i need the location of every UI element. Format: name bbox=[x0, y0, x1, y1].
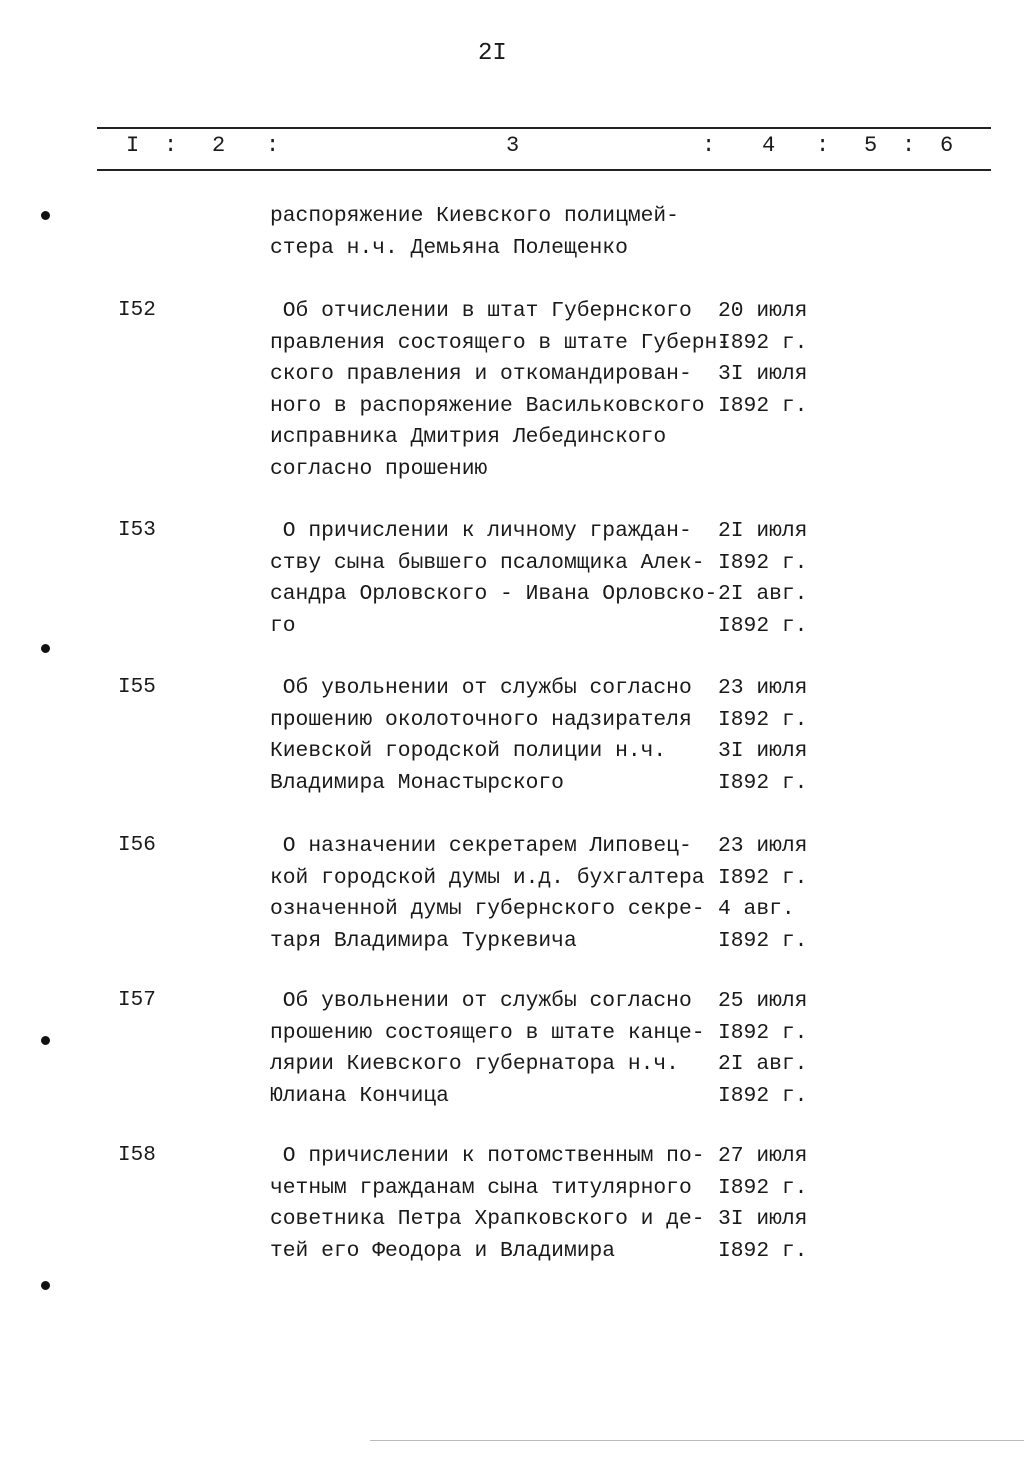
entry-date: 27 июля bbox=[718, 1144, 808, 1168]
entry-number: I58 bbox=[118, 1144, 156, 1167]
entry-text-line: кой городской думы и.д. бухгалтера bbox=[270, 865, 705, 890]
entry-date: I892 г. bbox=[718, 550, 808, 575]
entry-text-line: О причислении к личному граждан- bbox=[270, 519, 692, 543]
entry-date: I892 г. bbox=[718, 613, 808, 638]
header-column-4: 4 bbox=[762, 133, 776, 158]
entry-date: 3I июля bbox=[718, 362, 808, 386]
entry-text-line: согласно прошению bbox=[270, 456, 488, 481]
entry-text-line: прошению состоящего в штате канце- bbox=[270, 1020, 705, 1045]
entry-date: I892 г. bbox=[718, 1175, 808, 1200]
header-column-2: 2 bbox=[212, 133, 226, 158]
entry-date: I892 г. bbox=[718, 770, 808, 795]
entry-date: I892 г. bbox=[718, 393, 808, 418]
entry-date: I892 г. bbox=[718, 1020, 808, 1045]
entry-text-line: советника Петра Храпковского и де- bbox=[270, 1207, 705, 1231]
entry-date: 3I июля bbox=[718, 1207, 808, 1231]
header-separator: : bbox=[816, 133, 830, 158]
punch-hole-icon bbox=[41, 644, 50, 653]
entry-text-line: четным гражданам сына титулярного bbox=[270, 1175, 692, 1200]
header-separator: : bbox=[164, 133, 178, 158]
punch-hole-icon bbox=[41, 211, 50, 220]
entry-text-line: сандра Орловского - Ивана Орловско- bbox=[270, 582, 718, 606]
header-bottom-rule bbox=[97, 169, 991, 171]
header-column-5: 5 bbox=[864, 133, 878, 158]
entry-text-line: Владимира Монастырского bbox=[270, 770, 564, 795]
entry-text-line: таря Владимира Туркевича bbox=[270, 928, 577, 953]
entry-date: I892 г. bbox=[718, 330, 808, 355]
entry-text-line: Юлиана Кончица bbox=[270, 1083, 449, 1108]
entry-date: 2I июля bbox=[718, 519, 808, 543]
entry-text-line: исправника Дмитрия Лебединского bbox=[270, 425, 667, 449]
entry-text-line: лярии Киевского губернатора н.ч. bbox=[270, 1052, 679, 1076]
entry-text-line: го bbox=[270, 613, 296, 638]
entry-date: I892 г. bbox=[718, 1083, 808, 1108]
entry-text-line: распоряжение Киевского полицмей- bbox=[270, 204, 679, 228]
entry-text-line: ного в распоряжение Васильковского bbox=[270, 393, 705, 418]
entry-number: I56 bbox=[118, 834, 156, 857]
entry-date: 25 июля bbox=[718, 989, 808, 1013]
entry-date: 4 авг. bbox=[718, 897, 795, 921]
header-separator: : bbox=[902, 133, 916, 158]
entry-date: 23 июля bbox=[718, 834, 808, 858]
entry-text-line: Об увольнении от службы согласно bbox=[270, 676, 692, 700]
entry-date: 2I авг. bbox=[718, 1052, 808, 1076]
entry-text-line: Киевской городской полиции н.ч. bbox=[270, 739, 667, 763]
entry-text-line: ского правления и откомандирован- bbox=[270, 362, 692, 386]
entry-text-line: Об отчислении в штат Губернского bbox=[270, 299, 692, 323]
entry-date: I892 г. bbox=[718, 928, 808, 953]
entry-number: I55 bbox=[118, 676, 156, 699]
entry-number: I53 bbox=[118, 519, 156, 542]
entry-date: 23 июля bbox=[718, 676, 808, 700]
entry-date: 3I июля bbox=[718, 739, 808, 763]
header-column-3: 3 bbox=[506, 133, 520, 158]
entry-date: I892 г. bbox=[718, 707, 808, 732]
entry-number: I57 bbox=[118, 989, 156, 1012]
punch-hole-icon bbox=[41, 1281, 50, 1290]
header-column-I: I bbox=[126, 133, 140, 158]
header-separator: : bbox=[266, 133, 280, 158]
punch-hole-icon bbox=[41, 1036, 50, 1045]
entry-text-line: правления состоящего в штате Губерн- bbox=[270, 330, 731, 355]
header-top-rule bbox=[97, 127, 991, 129]
entry-date: 20 июля bbox=[718, 299, 808, 323]
entry-text-line: О назначении секретарем Липовец- bbox=[270, 834, 692, 858]
entry-text-line: означенной думы губернского секре- bbox=[270, 897, 705, 921]
entry-number: I52 bbox=[118, 299, 156, 322]
entry-text-line: ству сына бывшего псаломщика Алек- bbox=[270, 550, 705, 575]
entry-text-line: Об увольнении от службы согласно bbox=[270, 989, 692, 1013]
header-separator: : bbox=[702, 133, 716, 158]
entry-date: 2I авг. bbox=[718, 582, 808, 606]
bottom-rule bbox=[370, 1440, 1024, 1441]
entry-text-line: стера н.ч. Демьяна Полещенко bbox=[270, 235, 628, 260]
entry-text-line: прошению околоточного надзирателя bbox=[270, 707, 692, 732]
page-number: 2I bbox=[478, 40, 507, 67]
entry-text-line: О причислении к потомственным по- bbox=[270, 1144, 705, 1168]
entry-date: I892 г. bbox=[718, 865, 808, 890]
entry-date: I892 г. bbox=[718, 1238, 808, 1263]
entry-text-line: тей его Феодора и Владимира bbox=[270, 1238, 616, 1263]
header-column-6: 6 bbox=[940, 133, 954, 158]
